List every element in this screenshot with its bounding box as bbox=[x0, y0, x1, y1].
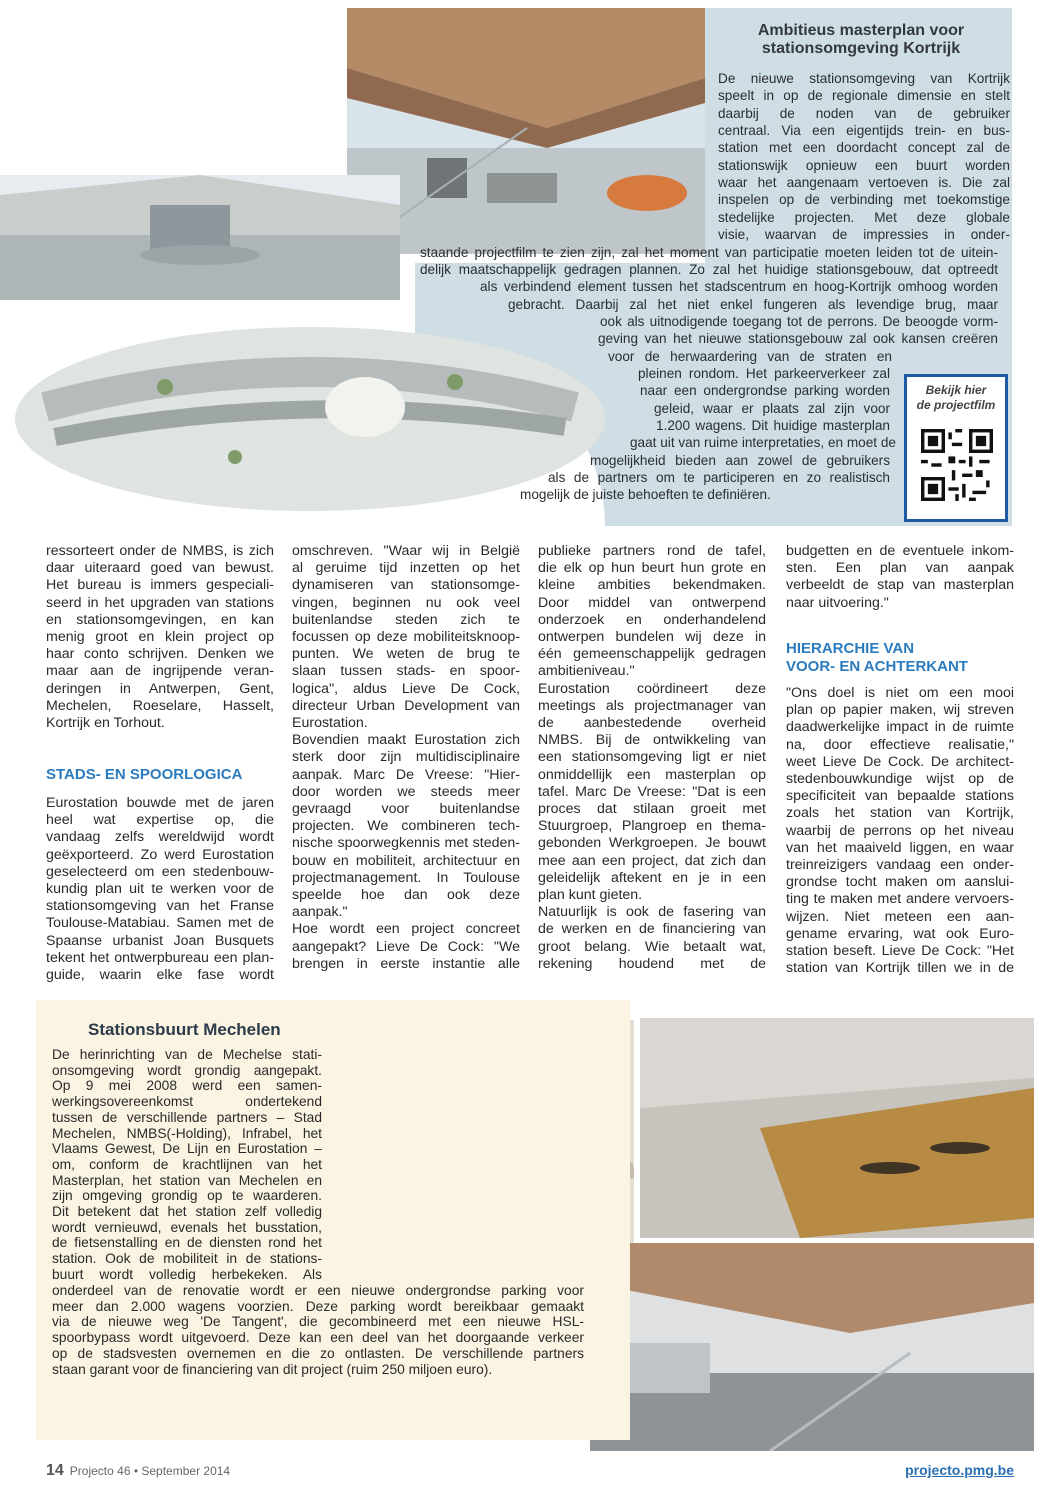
sidebar-text-line: Masterplan, het station van Mechelen en bbox=[52, 1172, 322, 1188]
column-text-line: Eurostation. bbox=[292, 715, 368, 731]
column-text-line: focussen op deze mobiliteitsknoop- bbox=[292, 629, 520, 645]
column-text-line: tekent het ontwerpbureau een plan- bbox=[46, 949, 274, 966]
article-text-line: inspelen op de verbinding met toekomstige bbox=[718, 192, 1010, 208]
column-text-line: meetings als projectmanager van bbox=[538, 697, 766, 714]
column-text-line: ontwerpen bundelen wij deze in bbox=[538, 629, 766, 645]
column-text-line: publieke partners rond de tafel, bbox=[538, 543, 766, 559]
qr-code-box[interactable] bbox=[904, 374, 1008, 522]
image-mechelen-roof bbox=[640, 1018, 1034, 1238]
column-text-line: menig groot en klein project op bbox=[46, 629, 274, 645]
article-text-line: geving van het nieuwe stationsgebouw zal ook kansen creëren bbox=[598, 331, 998, 347]
section-heading-line: HIERARCHIE VAN bbox=[786, 640, 915, 657]
article-text-line: voor de herwaardering van de straten en bbox=[608, 348, 892, 364]
column-text-line: ressorteert onder de NMBS, is zich bbox=[46, 543, 274, 559]
sidebar-text-line: wordt vernieuwd, evenals het busstation, bbox=[52, 1219, 322, 1235]
article-text-line: mogelijk de juiste behoeften te definiëren. bbox=[520, 487, 771, 503]
image-aerial-masterplan bbox=[15, 327, 605, 512]
column-text-line: projecten. We combineren tech- bbox=[292, 818, 520, 835]
sidebar-text-line: om, conform de krachtlijnen van het bbox=[52, 1156, 322, 1172]
column-text-line: sten. Een plan van aanpak bbox=[786, 560, 1014, 577]
article-text-line: naar een ondergrondse parking worden bbox=[640, 383, 890, 399]
column-text-line: Stuurgroep, Plangroep en thema- bbox=[538, 818, 766, 835]
column-text-line: geselecteerd om een stedenbouw- bbox=[46, 863, 274, 880]
column-text-line: aanpak." bbox=[292, 904, 348, 921]
article-text-line: waar het aangenaam vertoeven is. Die zal bbox=[718, 175, 1010, 191]
column-text-line: haar conto schrijven. Denken we bbox=[46, 646, 274, 663]
image-station-square bbox=[0, 175, 400, 300]
column-text-line: logica", aldus Lieve De Cock, bbox=[292, 680, 520, 697]
column-text-line: verbeeldt de stap van masterplan bbox=[786, 577, 1014, 594]
column-text-line: Door middel van ontwerpend bbox=[538, 594, 766, 611]
column-text-line: ambitieniveau." bbox=[538, 663, 635, 680]
column-text-line: Toulouse-Matabiau. Samen met de bbox=[46, 915, 274, 932]
article-text-line: centraal. Via een eigentijds trein- en bus- bbox=[718, 123, 1010, 139]
column-text-line: maar aan de ingrijpende veran- bbox=[46, 663, 274, 680]
article-text-line: De nieuwe stationsomgeving van Kortrijk bbox=[718, 71, 1010, 86]
column-text-line: omschreven. "Waar wij in België bbox=[292, 543, 520, 559]
column-text-line: geleidelijk aftekent en je in een bbox=[538, 869, 766, 886]
column-text-line: proces dat stilaan groeit met bbox=[538, 801, 766, 817]
article-text-line: pleinen rondom. Het parkeerverkeer zal bbox=[638, 365, 890, 381]
article-text-line: als verbindend element tussen het stadscentrum en hoog-Kortrijk omhoog worden bbox=[480, 279, 998, 295]
sidebar-title: Stationsbuurt Mechelen bbox=[88, 1020, 281, 1039]
column-text-line: bouw en mobiliteit, architectuur en bbox=[292, 852, 520, 869]
column-text-line: de werken en de financiering van bbox=[538, 921, 766, 938]
column-text-line: aanpak. Marc De Vreese: "Hier- bbox=[292, 766, 520, 783]
column-text-line: brengen in eerste instantie alle bbox=[292, 955, 520, 972]
sidebar-text-line: onderdeel van de renovatie wordt er een nieuwe ondergrondse parking voor bbox=[52, 1283, 584, 1298]
article-title: Ambitieus masterplan voor stationsomgeving Kortrijk bbox=[757, 22, 965, 57]
sidebar-text-line: station. Ook de mobiliteit in de stations- bbox=[52, 1251, 322, 1267]
article-text-line: geleid, waar er plaats zal zijn voor bbox=[654, 400, 890, 416]
article-text-line: speelt in op de regionale dimensie en stelt bbox=[718, 88, 1010, 104]
article-text-line: station met een doordacht concept zal de bbox=[718, 140, 1010, 156]
column-text-line: Het bureau is immers gespeciali- bbox=[46, 577, 274, 594]
article-text-line: als de partners om te participeren en zo realistisch bbox=[548, 470, 890, 486]
article-text-line: staande projectfilm te zien zijn, zal het moment van participatie moeten leiden tot de uitein- bbox=[420, 244, 998, 260]
column-text-line: slaan tussen stads- en spoor- bbox=[292, 663, 520, 680]
column-text-line: specificiteit van bepaalde stations bbox=[786, 788, 1014, 805]
qr-caption: Bekijk hier de projectfilm bbox=[916, 383, 996, 412]
column-text-line: kleine ambities bekendmaken. bbox=[538, 577, 766, 594]
column-text-line: onderzoek en onderhandelend bbox=[538, 611, 766, 628]
article-text-line: gaat uit van ruime interpretaties, en moet de bbox=[630, 435, 896, 451]
sidebar-text-line: tussen de verschillende partners – Stad bbox=[52, 1109, 322, 1125]
column-text-line: Eurostation coördineert deze bbox=[538, 680, 766, 697]
column-text-line: dynamiseren van stationsomge- bbox=[292, 577, 520, 594]
column-text-line: Hoe wordt een project concreet bbox=[292, 921, 520, 938]
column-text-line: naar uitvoering." bbox=[786, 594, 889, 611]
column-text-line: Eurostation bouwde met de jaren bbox=[46, 795, 274, 811]
column-text-line: van het maaiveld liggen, en waar bbox=[786, 839, 1014, 856]
article-text-line: visie, waarvan de impressies in onder- bbox=[718, 227, 1010, 243]
sidebar-text-line: de fietsenstalling en de diensten rond het bbox=[52, 1235, 322, 1251]
column-text-line: zoals het station van Kortrijk, bbox=[786, 805, 1014, 822]
sidebar-text-line: buurt wordt volledig herbekeken. Als bbox=[52, 1266, 322, 1282]
sidebar-text-line: meer dan 2.000 wagens voorzien. Deze parking wordt bereikbaar gemaakt bbox=[52, 1298, 584, 1314]
column-text-line: projectmanagement. In Toulouse bbox=[292, 869, 520, 886]
column-text-line: na, door effectieve realisatie," bbox=[786, 736, 1014, 753]
sidebar-text-line: Dit betekent dat het station zelf volledig bbox=[52, 1204, 322, 1219]
sidebar-text-line: spoorbypass wordt uitgevoerd. Deze kan een deel van het doorgaande verkeer bbox=[52, 1330, 584, 1346]
column-text-line: rekening houdend met de bbox=[538, 955, 766, 972]
column-text-line: één gemeenschappelijk gedragen bbox=[538, 646, 766, 663]
sidebar-text-line: Op 9 mei 2008 werd een samen- bbox=[52, 1078, 322, 1094]
column-text-line: onmiddellijk een masterplan op bbox=[538, 766, 766, 783]
column-text-line: vingen, beginnen nu ook veel bbox=[292, 594, 520, 611]
column-text-line: die elk op hun beurt hun grote en bbox=[538, 560, 766, 577]
sidebar-text-line: zijn omgeving grondig op te waarderen. bbox=[52, 1188, 322, 1204]
column-text-line: station van Kortrijk tillen we in de bbox=[786, 960, 1014, 977]
column-text-line: gebonden Werkgroepen. Je bouwt bbox=[538, 835, 766, 852]
column-text-line: directeur Urban Development van bbox=[292, 697, 520, 714]
column-text-line: aangepakt? Lieve De Cock: "We bbox=[292, 938, 520, 955]
article-text-line: mogelijkheid bieden aan zowel de gebruikers bbox=[590, 452, 890, 468]
column-text-line: Bovendien maakt Eurostation zich bbox=[292, 732, 520, 749]
sidebar-text-line: staan garant voor de financiering van dit project (ruim 250 miljoen euro). bbox=[52, 1361, 493, 1377]
column-text-line: sterk door zijn multidisciplinaire bbox=[292, 749, 520, 766]
column-text-line: "Ons doel is niet om een mooi bbox=[786, 685, 1014, 701]
article-text-line: stationswijk opnieuw een buurt worden bbox=[718, 157, 1010, 173]
column-text-line: seerd in het upgraden van stations bbox=[46, 594, 274, 611]
column-text-line: budgetten en de eventuele inkom- bbox=[786, 543, 1014, 559]
column-text-line: Natuurlijk is ook de fasering van bbox=[538, 904, 766, 921]
sidebar-text-line: Mechelen, NMBS(-Holding), Infrabel, het bbox=[52, 1125, 322, 1141]
sidebar-text-line: via de nieuwe weg 'De Tangent', die gecombineerd met een nieuwe HSL- bbox=[52, 1314, 584, 1330]
column-text-line: nische spoorwegkennis met steden- bbox=[292, 835, 520, 852]
column-text-line: ting te maken met andere vervoers- bbox=[786, 891, 1014, 908]
column-text-line: geëxporteerd. Zo werd Eurostation bbox=[46, 846, 274, 863]
sidebar-text-line: werkingsovereenkomst ondertekend bbox=[52, 1094, 322, 1110]
sidebar-text-line: op de stadsvesten overnemen en die zo ontlasten. De verschillende partners bbox=[52, 1345, 584, 1361]
article-text-line: gebracht. Daarbij zal het niet enkel fungeren als levendige brug, maar bbox=[508, 296, 998, 312]
article-text-line: daarbij de noden van de gebruiker bbox=[718, 105, 1010, 121]
column-text-line: gename ervaring, wat ook Euro- bbox=[786, 925, 1014, 942]
column-text-line: waarbij de perrons op het niveau bbox=[786, 822, 1014, 839]
column-text-line: mee aan een project, dat zich dan bbox=[538, 852, 766, 869]
column-text-line: plan kunt gieten. bbox=[538, 887, 643, 903]
column-text-line: groot belang. Wie betaalt wat, bbox=[538, 938, 766, 955]
column-text-line: Mechelen, Roeselare, Hasselt, bbox=[46, 697, 274, 714]
column-text-line: speelde hoe dan ook deze bbox=[292, 887, 520, 903]
column-text-line: daadwerkelijke impact in de ruimte bbox=[786, 719, 1014, 736]
column-text-line: NMBS. Bij de ontwikkeling van bbox=[538, 732, 766, 749]
column-text-line: al geruime tijd inzetten op het bbox=[292, 560, 520, 577]
article-text-line: stedelijke projecten. Met deze globale bbox=[718, 209, 1010, 225]
column-text-line: door worden we steeds meer bbox=[292, 783, 520, 800]
article-text-line: 1.200 wagens. Dit huidige masterplan bbox=[656, 418, 890, 433]
column-text-line: een stationsomgeving ligt er niet bbox=[538, 749, 766, 766]
column-text-line: weet Lieve De Cock. De architect- bbox=[786, 753, 1014, 770]
section-heading bbox=[786, 640, 968, 676]
column-text-line: grondse tocht maken om aanslui- bbox=[786, 874, 1014, 891]
image-station-hall-interior bbox=[347, 8, 705, 254]
column-text-line: stedenbouwkundige wijst op de bbox=[786, 771, 1014, 787]
column-text-line: heel wat expertise op, die bbox=[46, 812, 274, 829]
column-text-line: buitenlandse steden zich te bbox=[292, 611, 520, 628]
sidebar-text-line: De herinrichting van de Mechelse stati- bbox=[52, 1047, 322, 1062]
image-mechelen-platform bbox=[590, 1243, 1034, 1451]
column-text-line: daar uiteraard goed van bewust. bbox=[46, 560, 274, 577]
column-text-line: wijzen. Niet meteen een aan- bbox=[786, 908, 1014, 925]
column-text-line: treinreizigers vandaag een onder- bbox=[786, 857, 1014, 873]
column-text-line: tafel. Marc De Vreese: "Dat is een bbox=[538, 783, 766, 800]
column-text-line: punten. We weten de brug te bbox=[292, 646, 520, 663]
column-text-line: en stationsomgevingen, en kan bbox=[46, 611, 274, 628]
column-text-line: vandaag zelfs wereldwijd wordt bbox=[46, 829, 274, 846]
column-text-line: Spaanse urbanist Joan Busquets bbox=[46, 932, 274, 949]
article-text-line: ook als uitnodigende toegang tot de perrons. De beoogde vorm- bbox=[600, 313, 998, 329]
column-text-line: kundig plan uit te werken voor de bbox=[46, 881, 274, 897]
section-heading: STADS- EN SPOORLOGICA bbox=[46, 766, 243, 783]
section-heading-line: VOOR- EN ACHTERKANT bbox=[786, 658, 968, 675]
sidebar-text-line: onsomgeving wordt grondig aangepakt. bbox=[52, 1062, 322, 1078]
column-text-line: plan op papier maken, wij streven bbox=[786, 702, 1014, 719]
column-text-line: Kortrijk en Torhout. bbox=[46, 715, 165, 731]
footer-website-link[interactable]: projecto.pmg.be bbox=[905, 1462, 1014, 1478]
sidebar-text-line: Vlaams Gewest, De Lijn en Eurostation – bbox=[52, 1141, 322, 1157]
column-text-line: station beseft. Lieve De Cock: "Het bbox=[786, 943, 1014, 959]
page-number: 14 bbox=[46, 1462, 64, 1479]
column-text-line: de aanbestedende overheid bbox=[538, 715, 766, 731]
column-text-line: stationsomgeving van het Franse bbox=[46, 898, 274, 915]
footer-issue: 14 Projecto 46 • September 2014 bbox=[46, 1462, 231, 1479]
article-text-line: delijk maatschappelijk gedragen plannen. Zo zal het huidige stationsgebouw, dat optreedt bbox=[420, 261, 998, 277]
qr-code-icon[interactable] bbox=[921, 429, 993, 501]
column-text-line: gevraagd voor buitenlandse bbox=[292, 801, 520, 817]
column-text-line: deringen in Antwerpen, Gent, bbox=[46, 680, 274, 697]
column-text-line: guide, waarin elke fase wordt bbox=[46, 967, 274, 983]
